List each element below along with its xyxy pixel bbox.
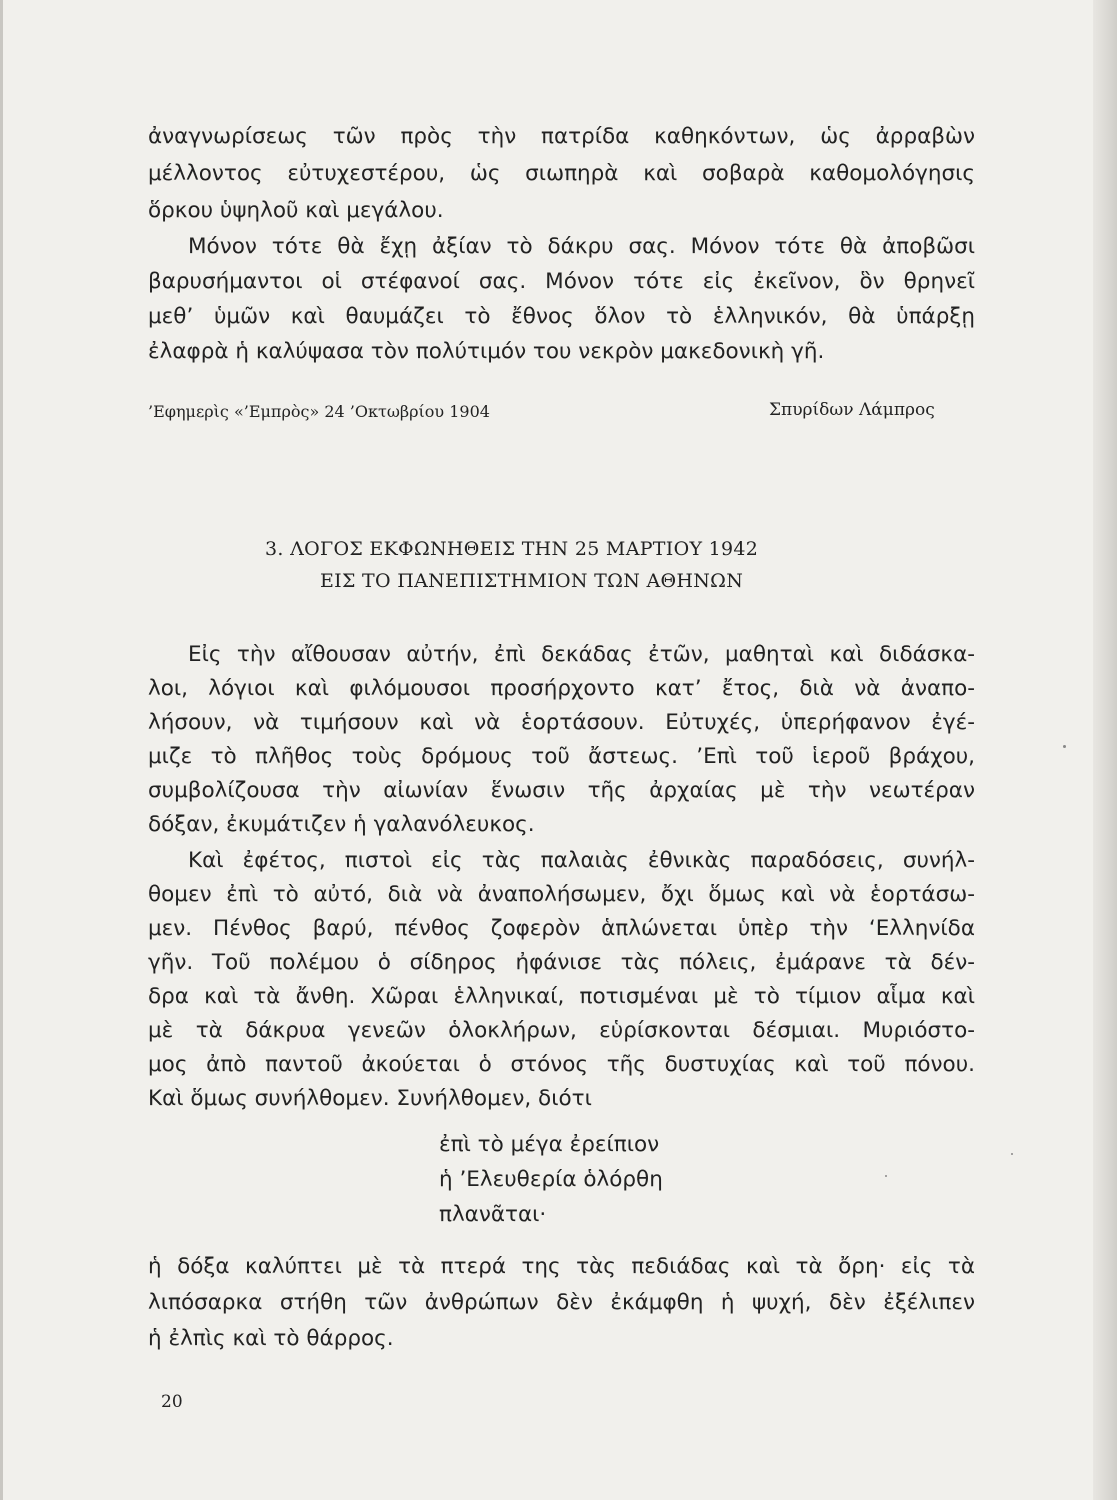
- citation-text: ’Εφημερὶς «’Εμπρὸς» 24 ’Οκτωβρίου 1904: [148, 402, 490, 421]
- paragraph-5-line: ἡ ἐλπὶς καὶ τὸ θάρρος.: [148, 1326, 394, 1351]
- scan-speck: [1011, 1153, 1013, 1155]
- section-title-text: ΕΙΣ ΤΟ ΠΑΝΕΠΙΣΤΗΜΙΟΝ ΤΩΝ ΑΘΗΝΩΝ: [320, 570, 744, 592]
- author-name: Σπυρίδων Λάμπρος: [769, 400, 935, 420]
- page-number: 20: [161, 1392, 183, 1412]
- paragraph-3-line: συμβολίζουσα τὴν αἰωνίαν ἕνωσιν τῆς ἀρχαίας μὲ τὴν νεωτέραν: [148, 778, 975, 803]
- paragraph-4-line: Καὶ ὅμως συνήλθομεν. Συνήλθομεν, διότι: [148, 1086, 592, 1111]
- paragraph-4-line: γῆν. Τοῦ πολέμου ὁ σίδηρος ἠφάνισε τὰς πόλεις, ἐμάρανε τὰ δέν-: [148, 950, 975, 975]
- verse-line: ἐπὶ τὸ μέγα ἐρείπιον: [439, 1132, 660, 1157]
- paragraph-1-line: μέλλοντος εὐτυχεστέρου, ὡς σιωπηρὰ καὶ σοβαρὰ καθομολόγησις: [148, 161, 975, 186]
- paragraph-1-line: ἀναγνωρίσεως τῶν πρὸς τὴν πατρίδα καθηκόντων, ὡς ἀρραβὼν: [148, 124, 975, 149]
- paragraph-4-line: Καὶ ἐφέτος, πιστοὶ εἰς τὰς παλαιὰς ἐθνικὰς παραδόσεις, συνήλ-: [188, 848, 975, 873]
- paragraph-5-line: ἡ δόξα καλύπτει μὲ τὰ πτερά της τὰς πεδιάδας καὶ τὰ ὄρη· εἰς τὰ: [148, 1254, 975, 1279]
- section-title-text: 3. ΛΟΓΟΣ ΕΚΦΩΝΗΘΕΙΣ ΤΗΝ 25 ΜΑΡΤΙΟΥ 1942: [265, 538, 759, 560]
- paragraph-3-line: δόξαν, ἐκυμάτιζεν ἡ γαλανόλευκος.: [148, 812, 535, 837]
- paragraph-2-line: ἐλαφρὰ ἡ καλύψασα τὸν πολύτιμόν του νεκρὸν μακεδονικὴ γῆ.: [148, 339, 825, 364]
- paragraph-4-line: μεν. Πένθος βαρύ, πένθος ζοφερὸν ἁπλώνεται ὑπὲρ τὴν ‘Ελληνίδα: [148, 916, 975, 941]
- paragraph-4-line: μος ἀπὸ παντοῦ ἀκούεται ὁ στόνος τῆς δυστυχίας καὶ τοῦ πόνου.: [148, 1052, 975, 1077]
- paragraph-4-line: μὲ τὰ δάκρυα γενεῶν ὁλοκλήρων, εὑρίσκονται δέσμιαι. Μυριόστο-: [148, 1018, 975, 1043]
- verse-line: πλανᾶται·: [439, 1202, 547, 1227]
- paragraph-2-line: βαρυσήμαντοι οἱ στέφανοί σας. Μόνον τότε εἰς ἐκεῖνον, ὃν θρηνεῖ: [148, 269, 975, 294]
- paragraph-2-line: μεθ’ ὑμῶν καὶ θαυμάζει τὸ ἔθνος ὅλον τὸ ἑλληνικόν, θὰ ὑπάρξῃ: [148, 304, 975, 329]
- section-title-line-2: [320, 570, 743, 592]
- paragraph-4-line: δρα καὶ τὰ ἄνθη. Χῶραι ἑλληνικαί, ποτισμέναι μὲ τὸ τίμιον αἷμα καὶ: [148, 984, 975, 1009]
- paragraph-4-line: θομεν ἐπὶ τὸ αὐτό, διὰ νὰ ἀναπολήσωμεν, ὄχι ὅμως καὶ νὰ ἑορτάσω-: [148, 882, 975, 907]
- verse-line: ἡ ’Ελευθερία ὁλόρθη: [439, 1167, 663, 1192]
- paragraph-5-line: λιπόσαρκα στήθη τῶν ἀνθρώπων δὲν ἐκάμφθη ἡ ψυχή, δὲν ἐξέλιπεν: [148, 1290, 975, 1315]
- paragraph-3-line: μιζε τὸ πλῆθος τοὺς δρόμους τοῦ ἄστεως. ’Επὶ τοῦ ἱεροῦ βράχου,: [148, 744, 975, 769]
- paragraph-3-line: λήσουν, νὰ τιμήσουν καὶ νὰ ἑορτάσουν. Εὐτυχές, ὑπερήφανον ἐγέ-: [148, 710, 975, 735]
- section-title-line-1: [265, 538, 758, 560]
- scan-speck: [1063, 745, 1066, 748]
- paragraph-2-line: Μόνον τότε θὰ ἔχῃ ἀξίαν τὸ δάκρυ σας. Μόνον τότε θὰ ἀποβῶσι: [188, 234, 975, 259]
- scan-speck: [885, 1175, 887, 1177]
- paragraph-3-line: λοι, λόγιοι καὶ φιλόμουσοι προσήρχοντο κατ’ ἔτος, διὰ νὰ ἀναπο-: [148, 676, 975, 701]
- source-author: [769, 400, 935, 420]
- source-citation: [148, 402, 490, 421]
- page-edge-shadow: [1093, 0, 1117, 1500]
- paragraph-3-line: Εἰς τὴν αἴθουσαν αὐτήν, ἐπὶ δεκάδας ἐτῶν, μαθηταὶ καὶ διδάσκα-: [188, 642, 975, 667]
- paragraph-1-line: ὅρκου ὑψηλοῦ καὶ μεγάλου.: [148, 198, 444, 223]
